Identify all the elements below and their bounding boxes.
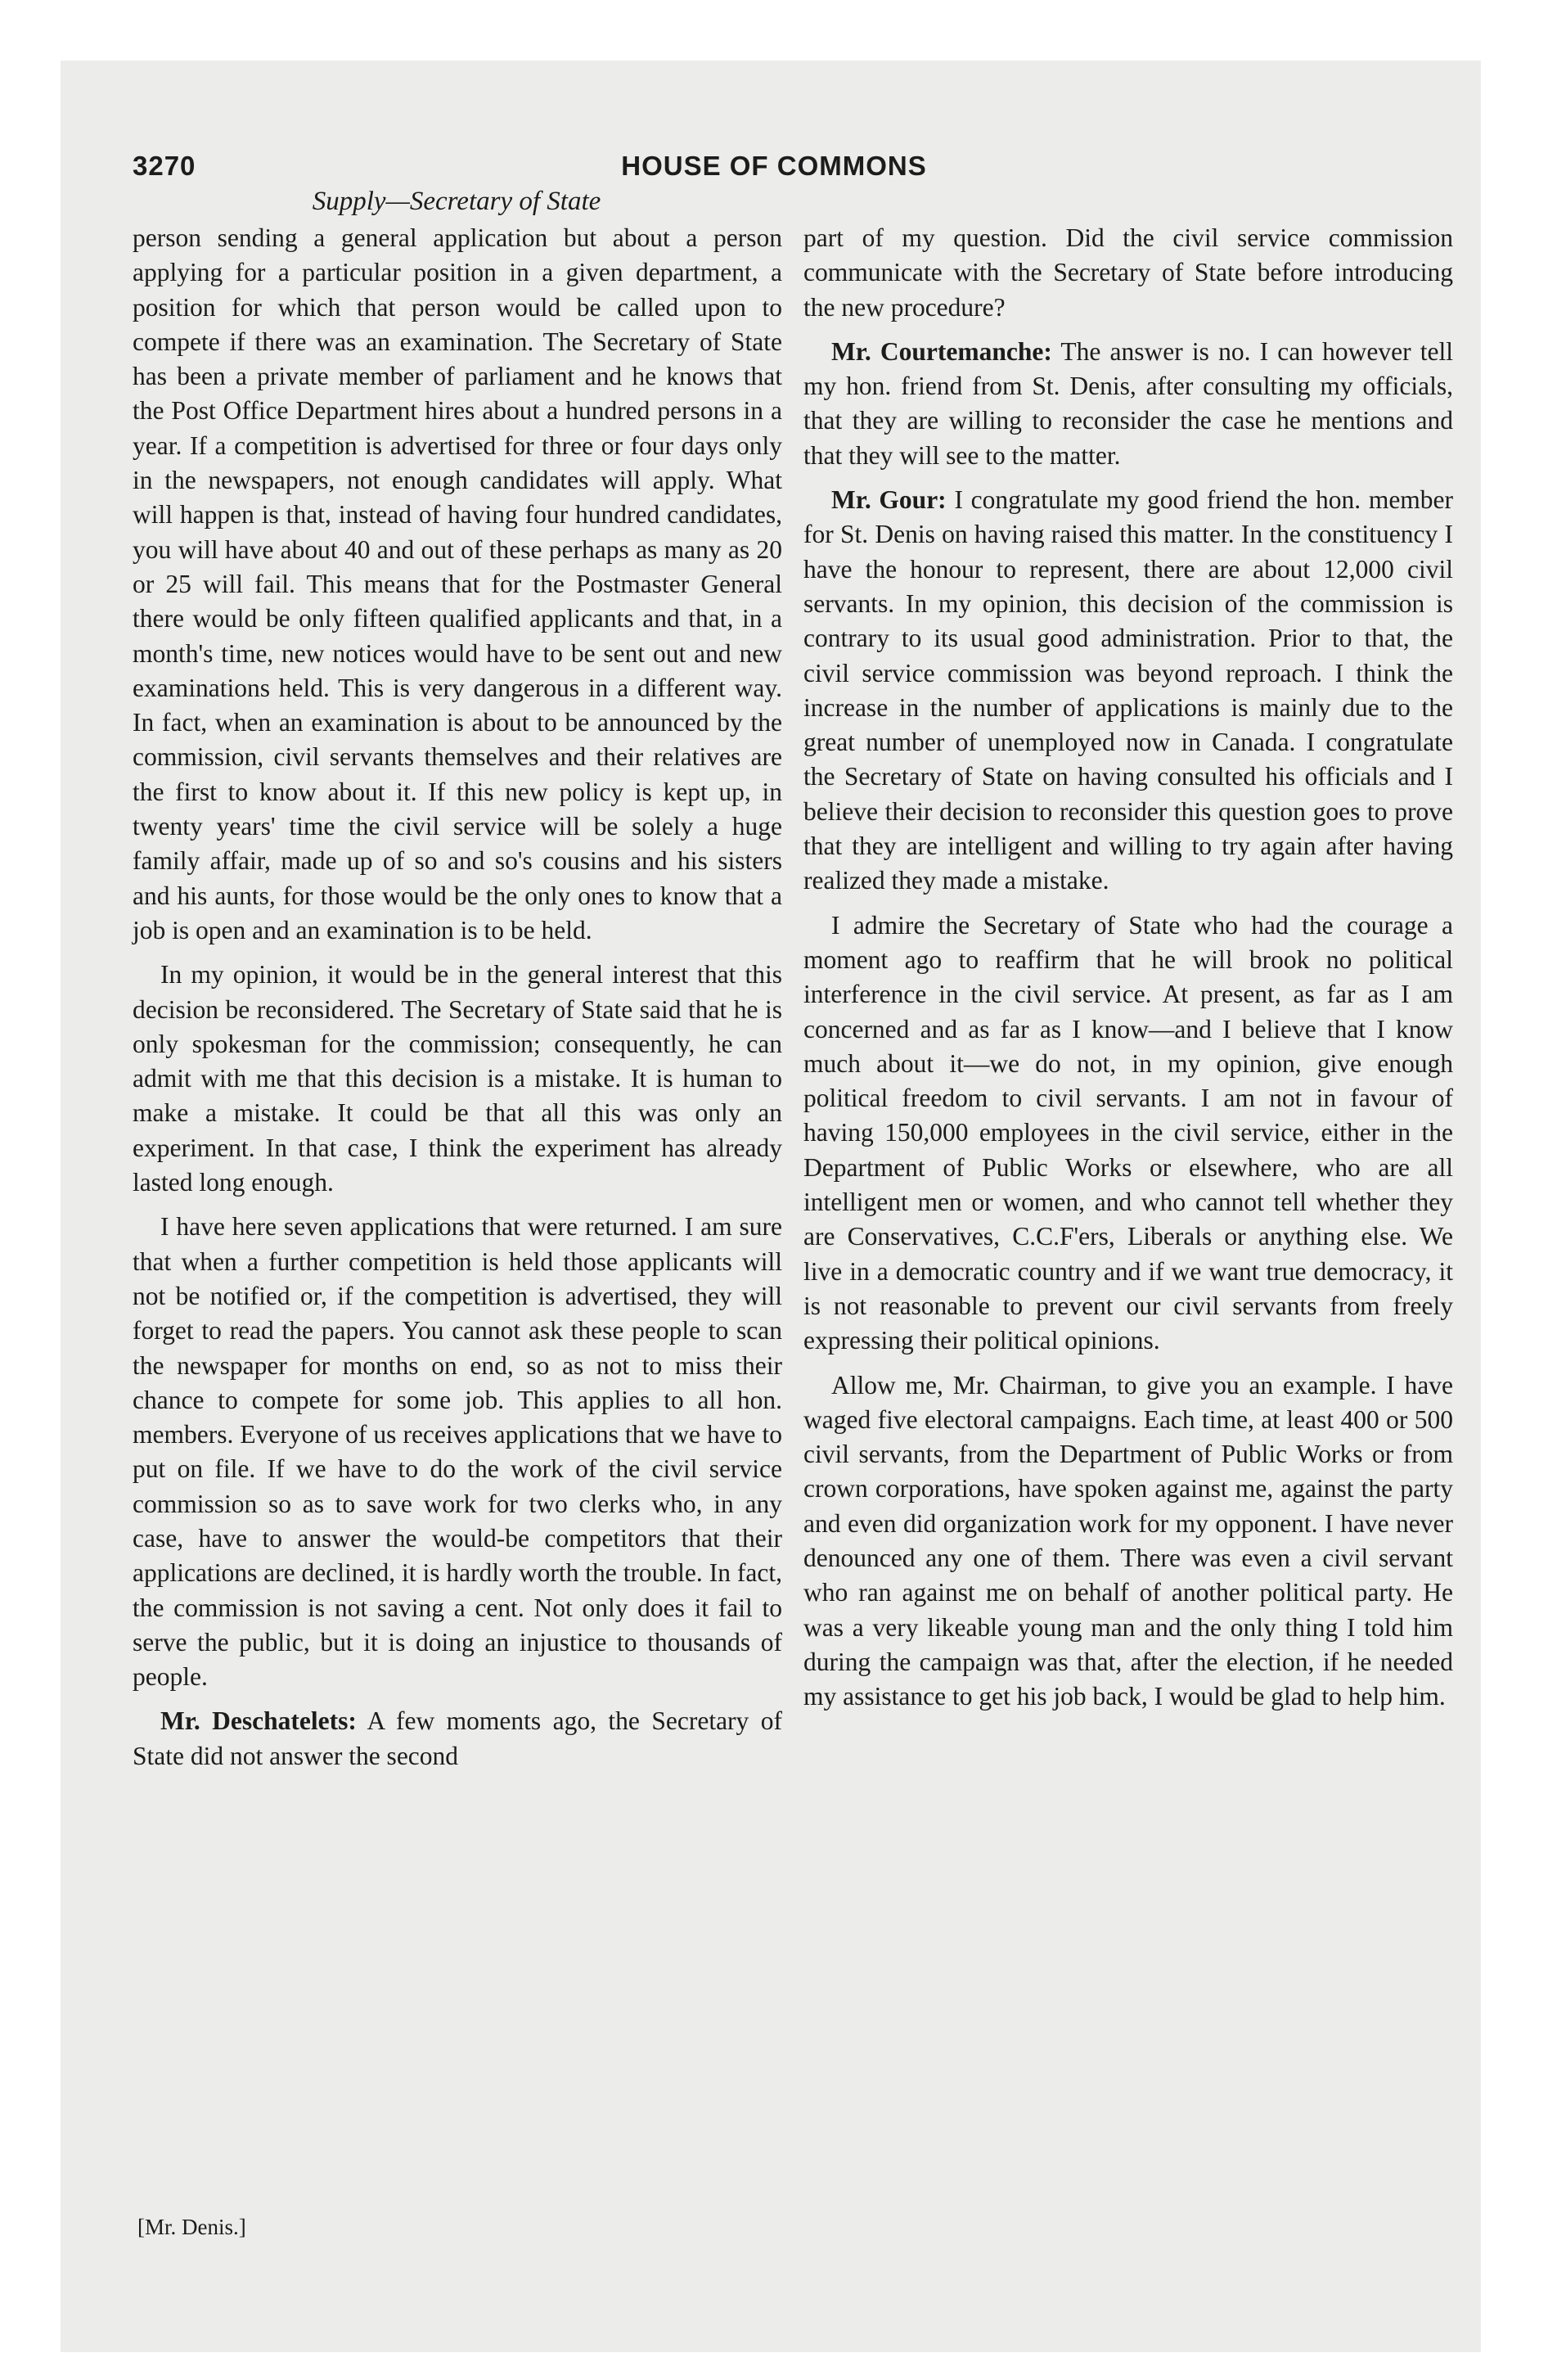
paragraph: part of my question. Did the civil service commission communicate with the Secretary of State before introducing the new procedure? <box>803 223 1453 322</box>
left-column <box>133 221 782 1783</box>
speaker-name: Mr. Deschatelets: <box>160 1706 357 1736</box>
running-head: HOUSE OF COMMONS <box>621 151 927 181</box>
speech-paragraph <box>133 1704 782 1774</box>
speaker-name: Mr. Gour: <box>831 485 947 515</box>
speech-text: A few moments ago, the Secretary of State did not answer the second <box>133 1706 782 1770</box>
paragraph: Allow me, Mr. Chairman, to give you an example. I have waged five electoral campaigns. Each time, at least 400 or 500 civil servants, from the Department of Public Works or from crown corporations, have spoken against me, against the party and even did organization work for my opponent. I have never denounced any one of them. There was even a civil servant who ran against me on behalf of another political party. He was a very likeable young man and the only thing I told him during the campaign was that, after the election, if he needed my assistance to get his job back, I would be glad to help him. <box>803 1370 1453 1711</box>
speech-paragraph <box>803 483 1453 899</box>
footer-note: [Mr. Denis.] <box>137 2215 246 2239</box>
speech-text: I congratulate my good friend the hon. member for St. Denis on having raised this matter. In the constituency I have the honour to represent, there are about 12,000 civil servants. In my opinion, this decision of the commission is contrary to its usual good administration. Prior to that, the civil service commission was beyond reproach. I think the increase in the number of applications is mainly due to the great number of unemployed now in Canada. I congratulate the Secretary of State on having consulted his officials and I believe their decision to reconsider this question goes to prove that they are intelligent and willing to try again after having realized they made a mistake. <box>803 485 1454 895</box>
paragraph: I have here seven applications that were returned. I am sure that when a further competition is held those applicants will not be notified or, if the competition is advertised, they will forget to read the papers. You cannot ask these people to scan the newspaper for months on end, so as not to miss their chance to compete for some job. This applies to all hon. members. Everyone of us receives applications that we have to put on file. If we have to do the work of the civil service commission so as to save work for two clerks who, in any case, have to answer the would-be competitors that their applications are declined, it is hardly worth the trouble. In fact, the commission is not saving a cent. Not only does it fail to serve the public, but it is doing an injustice to thousands of people. <box>133 1212 782 1692</box>
right-column <box>803 221 1453 1724</box>
paragraph: In my opinion, it would be in the general interest that this decision be reconsidered. The Secretary of State said that he is only spokesman for the commission; consequently, he can admit with me that this decision is a mistake. It is human to make a mistake. It could be that all this was only an experiment. In that case, I think the experiment has already lasted long enough. <box>133 960 782 1197</box>
speaker-name: Mr. Courtemanche: <box>831 336 1052 366</box>
page-number: 3270 <box>133 151 196 181</box>
paragraph: person sending a general application but about a person applying for a particular position in a given department, a position for which that person would be called upon to compete if there was an examination. The Secretary of State has been a private member of parliament and he knows that the Post Office Department hires about a hundred persons in a year. If a competition is advertised for three or four days only in the newspapers, not enough candidates will apply. What will happen is that, instead of having four hundred candidates, you will have about 40 and out of these perhaps as many as 20 or 25 will fail. This means that for the Postmaster General there would be only fifteen qualified applicants and that, in a month's time, new notices would have to be sent out and new examinations held. This is very dangerous in a different way. In fact, when an examination is about to be announced by the commission, civil servants themselves and their relatives are the first to know about it. If this new policy is kept up, in twenty years' time the civil service will be solely a huge family affair, made up of so and so's cousins and his sisters and his aunts, for those would be the only ones to know that a job is open and an examination is to be held. <box>133 223 782 944</box>
section-heading: Supply—Secretary of State <box>312 187 601 216</box>
speech-text: The answer is no. I can however tell my hon. friend from St. Denis, after consulting my officials, that they are willing to reconsider the case he mentions and that they will see to the matter. <box>803 336 1453 470</box>
paragraph: I admire the Secretary of State who had the courage a moment ago to reaffirm that he will brook no political interference in the civil service. At present, as far as I am concerned and as far as I know—and I believe that I know much about it—we do not, in my opinion, give enough political freedom to civil servants. I am not in favour of having 150,000 employees in the civil service, either in the Department of Public Works or elsewhere, who are all intelligent men or women, and who cannot tell whether they are Conservatives, C.C.F'ers, Liberals or anything else. We live in a democratic country and if we want true democracy, it is not reasonable to prevent our civil servants from freely expressing their political opinions. <box>803 910 1453 1355</box>
speech-paragraph <box>803 335 1453 473</box>
